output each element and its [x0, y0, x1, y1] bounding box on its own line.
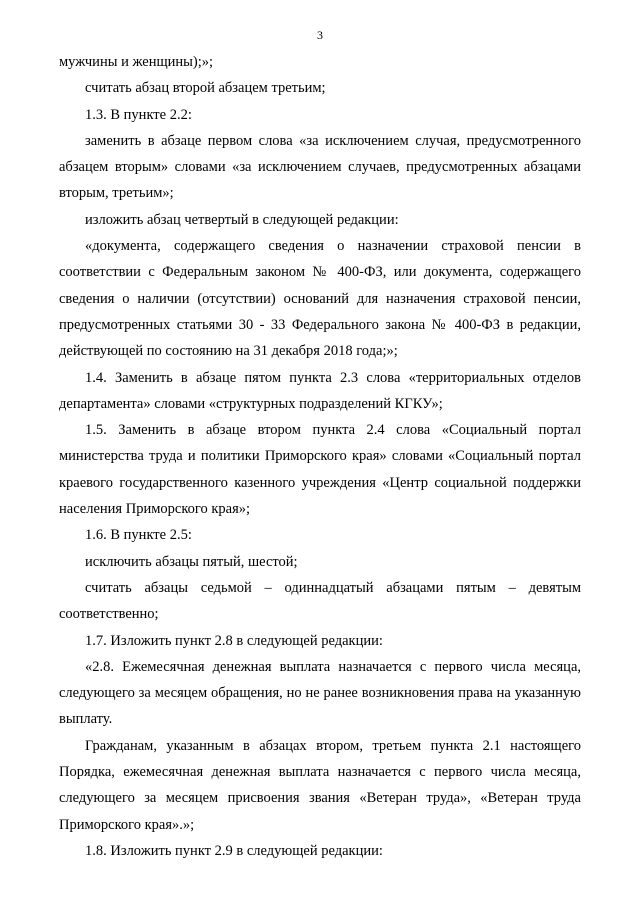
page-number: 3 — [317, 28, 323, 42]
document-body — [59, 49, 581, 864]
paragraph-quote: «2.8. Ежемесячная денежная выплата назначается с первого числа месяца, следующего за месяцем обращения, но не ранее возникновения права на указанную выплату. — [59, 658, 581, 728]
paragraph-quote: «документа, содержащего сведения о назначении страховой пенсии в соответствии с Федеральным законом № 400-ФЗ, или документа, содержащего сведения о наличии (отсутствии) оснований для назначения страховой пенсии, предусмотренных статьями 30 - 33 Федерального закона № 400-ФЗ в редакции, действующей по состоянию на 31 декабря 2018 года;»; — [59, 238, 581, 360]
paragraph: Гражданам, указанным в абзацах втором, третьем пункта 2.1 настоящего Порядка, ежемесячная денежная выплата назначается с первого числа месяца, следующего за месяцем присвоения звания «Ветеран труда», «Ветеран труда Приморского края».»; — [59, 737, 581, 833]
paragraph-item-1-6: 1.6. В пункте 2.5: — [85, 527, 192, 544]
paragraph-item-1-7: 1.7. Изложить пункт 2.8 в следующей редакции: — [85, 632, 383, 649]
paragraph-item-1-8: 1.8. Изложить пункт 2.9 в следующей редакции: — [85, 842, 383, 859]
paragraph: считать абзац второй абзацем третьим; — [85, 80, 326, 97]
paragraph-item-1-4: 1.4. Заменить в абзаце пятом пункта 2.3 слова «территориальных отделов департамента» словами «структурных подразделений КГКУ»; — [59, 369, 581, 412]
paragraph: заменить в абзаце первом слова «за исключением случая, предусмотренного абзацем вторым» словами «за исключением случаев, предусмотренных абзацами вторым, третьим»; — [59, 132, 581, 202]
paragraph-item-1-3: 1.3. В пункте 2.2: — [85, 106, 192, 123]
paragraph-item-1-5: 1.5. Заменить в абзаце втором пункта 2.4 слова «Социальный портал министерства труда и политики Приморского края» словами «Социальный портал краевого государственного казенного учреждения «Центр социальной поддержки населения Приморского края»; — [59, 422, 581, 518]
paragraph: считать абзацы седьмой – одиннадцатый абзацами пятым – девятым соответственно; — [59, 579, 581, 623]
paragraph-continuation: мужчины и женщины);»; — [59, 54, 214, 70]
paragraph: изложить абзац четвертый в следующей редакции: — [85, 211, 399, 228]
paragraph: исключить абзацы пятый, шестой; — [85, 553, 298, 570]
